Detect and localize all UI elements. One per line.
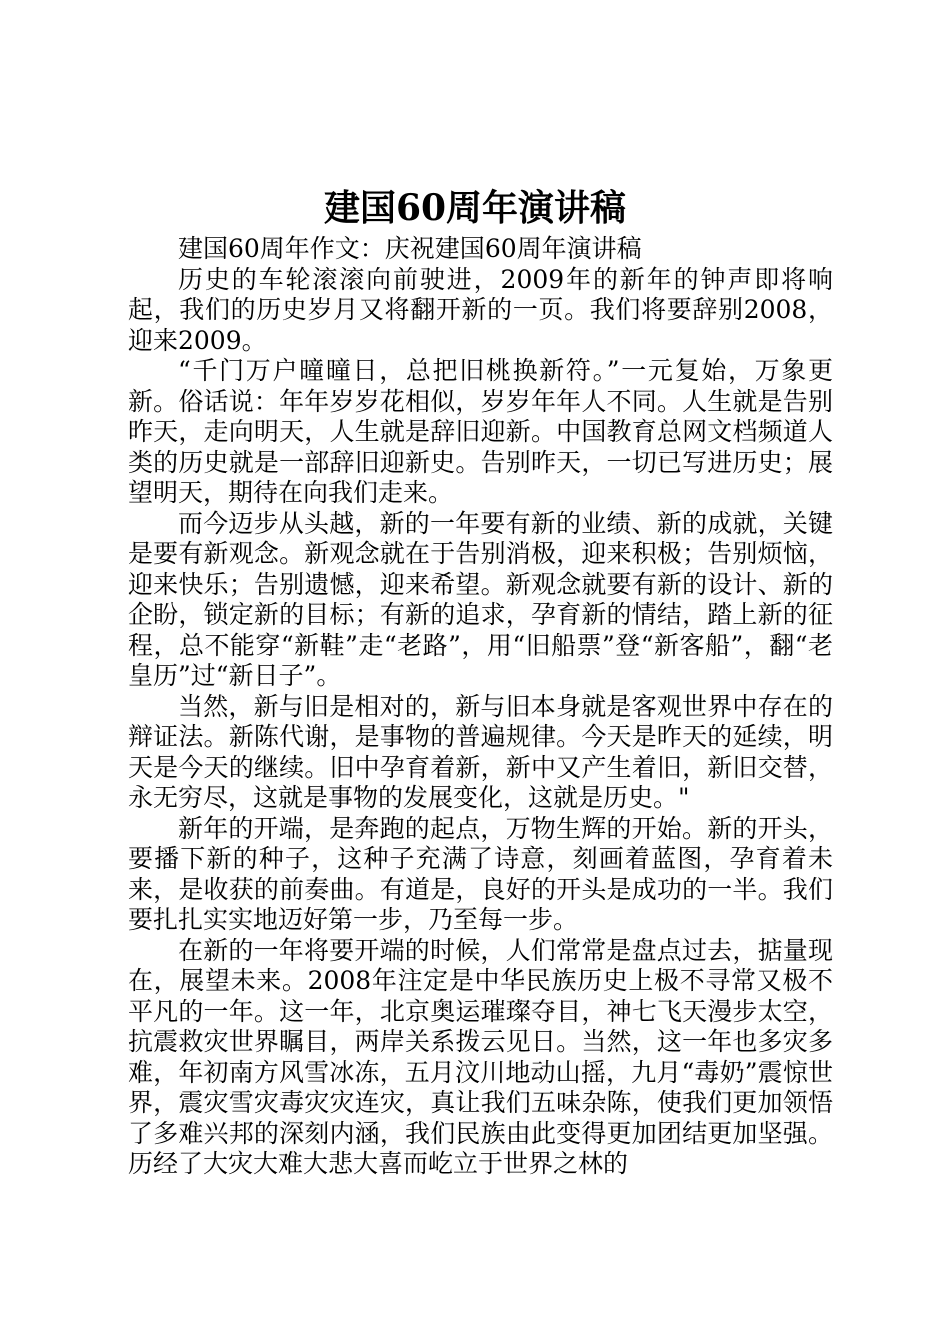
paragraph: 历史的车轮滚滚向前驶进，2009年的新年的钟声即将响起，我们的历史岁月又将翻开新的一页。我们将要辞别2008，迎来2009。 xyxy=(128,264,833,355)
paragraph: 在新的一年将要开端的时候，人们常常是盘点过去，掂量现在，展望未来。2008年注定是中华民族历史上极不寻常又极不平凡的一年。这一年，北京奥运璀璨夺目，神七飞天漫步太空，抗震救灾世界瞩目，两岸关系拨云见日。当然，这一年也多灾多难，年初南方风雪冰冻，五月汶川地动山摇，九月“毒奶”震惊世界，震灾雪灾毒灾灾连灾，真让我们五味杂陈，使我们更加领悟了多难兴邦的深刻内涵，我们民族由此变得更加团结更加坚强。历经了大灾大难大悲大喜而屹立于世界之林的 xyxy=(128,935,833,1178)
paragraph: 新年的开端，是奔跑的起点，万物生辉的开始。新的开头，要播下新的种子，这种子充满了诗意，刻画着蓝图，孕育着未来，是收获的前奏曲。有道是，良好的开头是成功的一半。我们要扎扎实实地迈好第一步，乃至每一步。 xyxy=(128,813,833,934)
document-title: 建国60周年演讲稿 xyxy=(323,187,627,229)
document-body xyxy=(128,234,833,1180)
paragraph: 当然，新与旧是相对的，新与旧本身就是客观世界中存在的辩证法。新陈代谢，是事物的普遍规律。今天是昨天的延续，明天是今天的继续。旧中孕育着新，新中又产生着旧，新旧交替，永无穷尽，这就是事物的发展变化，这就是历史。" xyxy=(128,691,833,812)
paragraph: “千门万户曈曈日，总把旧桃换新符。”一元复始，万象更新。俗话说：年年岁岁花相似，岁岁年年人不同。人生就是告别昨天，走向明天，人生就是辞旧迎新。中国教育总网文档频道人类的历史就是一部辞旧迎新史。告别昨天，一切已写进历史；展望明天，期待在向我们走来。 xyxy=(128,356,833,507)
paragraph: 建国60周年作文：庆祝建国60周年演讲稿 xyxy=(178,234,642,263)
paragraph: 而今迈步从头越，新的一年要有新的业绩、新的成就，关键是要有新观念。新观念就在于告别消极，迎来积极；告别烦恼，迎来快乐；告别遗憾，迎来希望。新观念就要有新的设计、新的企盼，锁定新的目标；有新的追求，孕育新的情结，踏上新的征程，总不能穿“新鞋”走“老路”，用“旧船票”登“新客船”，翻“老皇历”过“新日子”。 xyxy=(128,508,833,690)
